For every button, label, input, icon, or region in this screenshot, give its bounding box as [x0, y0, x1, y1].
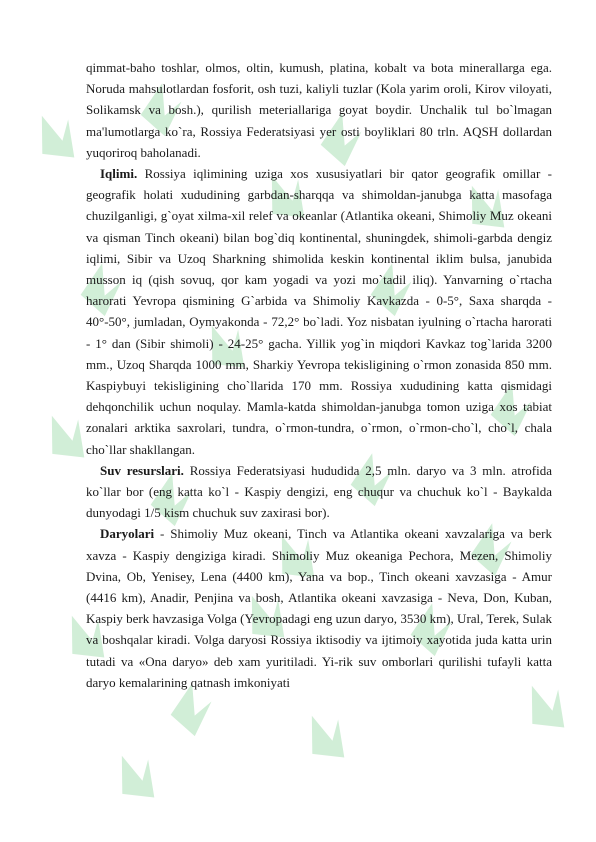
climate-text: Rossiya iqlimining uziga xos xususiyatlari bir qator geografik omillar - geografik holati xududining garbdan-sharqqa va shimoldan-janubga katta masofaga chuzilganligi, g`oyat xilma-xil relef va okeanlar (Atlantika okeani, Shimoliy Muz okeani va qisman Tinch okeani) bilan bog`diq kontinental, shuningdek, shimoli-garbda dengiz iqlimi, Sibir va Uzoq Sharkning shimolida keskin kontinental iklim bulsa, janubida musson iq (qish sovuq, qor kam yogadi va yozi mo`tadil iliq). Yanvarning o`rtacha harorati Yevropa qismining G`arbida va Shimoliy Kavkazda - 0-5°, Saxa sharqda - 40°-50°, jumladan, Oymyakonda - 72,2° bo`ladi. Yoz nisbatan iyulning o`rtacha harorati - 1° dan (Sibir shimoli) - 24-25° gacha. Yillik yog`in miqdori Kavkaz tog`larida 3200 mm., Uzoq Sharqda 1000 mm, Sharkiy Yevropa tekisligining o`rmon zonasida 850 mm. Kaspiybuyi tekisligining cho`llarida 170 mm. Rossiya xududining katta qismidagi dehqonchilik uchun noqulay. Mamla-katda shimoldan-janubga tomon uziga xos tabiat zonalari arktika saxrolari, tundra, o`rmon-tundra, o`rmon, o`rmon-cho`l, cho`l, chala cho`llar shakllangan.: [86, 166, 552, 457]
rivers-text: - Shimoliy Muz okeani, Tinch va Atlantika okeani xavzalariga va berk xavza - Kaspiy dengiziga kiradi. Shimoliy Muz okeaniga Pechora, Mezen, Shimoliy Dvina, Ob, Yenisey, Lena (4400 km), Yana va bop., Tinch okeani xavzasiga - Amur (4416 km), Anadir, Penjina va bosh, Atlantika okeani xavzasiga - Neva, Don, Kuban, Kaspiy berk havzasiga Volga (Yevropadagi eng uzun daryo, 3530 km), Ural, Terek, Sulak va boshqalar kiradi. Volga daryosi Rossiya iktisodiy va ijtimoiy xayotida juda katta urin tutadi va «Ona daryo» deb xam yuritiladi. Yi-rik suv omborlari qurilishi tufayli katta daryo kemalarining qatnash imkoniyati: [86, 526, 552, 690]
climate-heading: Iqlimi.: [100, 166, 138, 182]
water-resources-heading: Suv resurslari.: [100, 462, 184, 478]
water-resources-text: Rossiya Federatsiyasi hududida 2,5 mln. daryo va 3 mln. atrofida ko`llar bor (eng katta ko`l - Kaspiy dengizi, eng chuqur va chuchuk ko`l - Baykalda dunyodagi 1/5 kism chuchuk suv zaxirasi bor).: [86, 462, 552, 521]
paragraph-water-resources: [86, 460, 552, 524]
watermark-mark: [110, 748, 161, 808]
paragraph-climate: [86, 163, 552, 460]
watermark-mark: [40, 408, 91, 468]
document-body: [86, 57, 552, 693]
rivers-heading: Daryolari: [100, 526, 155, 542]
paragraph-rivers: [86, 523, 552, 693]
paragraph-minerals: [86, 57, 552, 163]
watermark-mark: [30, 108, 81, 168]
watermark-mark: [300, 708, 351, 768]
paragraph-minerals-text: qimmat-baho toshlar, olmos, oltin, kumush, platina, kobalt va bota minerallarga ega. Noruda mahsulotlardan fosforit, osh tuzi, kaliyli tuzlar (Kola yarim oroli, Kirov viloyati, Solikamsk va bosh.), qurilish meteriallariga goyat boydir. Unchalik tul bo`lmagan ma'lumotlarga ko`ra, Rossiya Federatsiyasi yer osti boyliklari 80 trln. AQSH dollardan yuqoriroq baholanadi.: [86, 60, 552, 160]
